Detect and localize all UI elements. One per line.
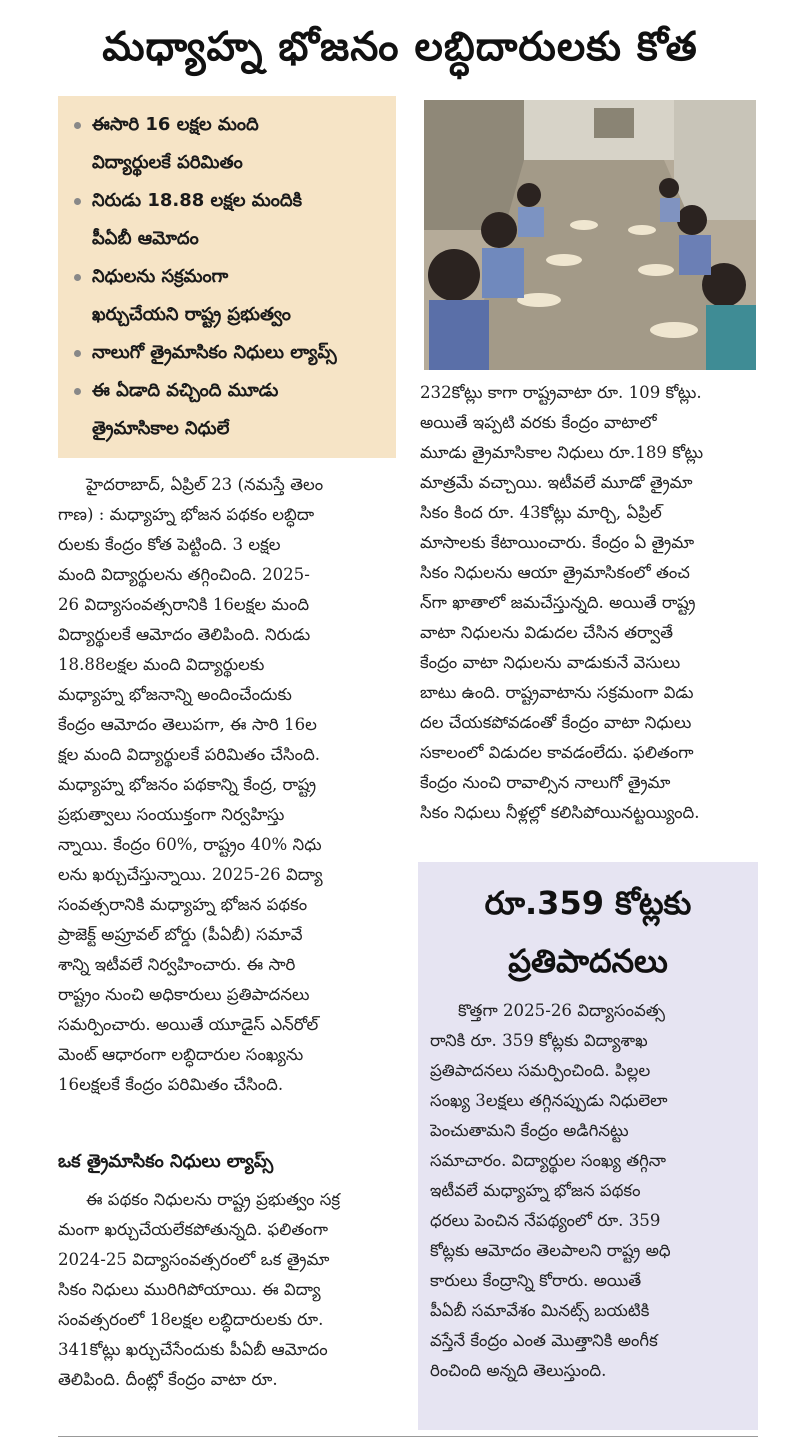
text-line: కోట్లకు ఆమోదం తెలపాలని రాష్ట్ర అధి: [430, 1241, 671, 1260]
highlight-line: నిరుడు 18.88 లక్షల మందికి: [92, 190, 303, 211]
subheading: ఒక త్రైమాసికం నిధులు ల్యాప్స్: [58, 1151, 274, 1172]
photo-student: [428, 249, 480, 301]
photo-plate: [650, 322, 698, 338]
text-line: 341కోట్లు ఖర్చుచేసేందుకు పీఏబీ ఆమోదం: [58, 1340, 328, 1359]
photo-student: [481, 212, 517, 248]
text-line: సంవత్సరానికి మధ్యాహ్న భోజన పథకం: [58, 895, 308, 914]
text-line: 2024-25 విద్యాసంవత్సరంలో ఒక త్రైమా: [58, 1250, 330, 1269]
text-line: సికం నిధులు మురిగిపోయాయి. ఈ విద్యా: [58, 1280, 321, 1299]
text-line: హైదరాబాద్, ఏప్రిల్ 23 (నమస్తే తెలం: [86, 475, 324, 494]
text-line: పీఏబీ సమావేశం మినట్స్ బయటికి: [430, 1301, 650, 1320]
highlight-item: [70, 334, 384, 372]
highlight-line: పీఏబీ ఆమోదం: [92, 228, 199, 249]
text-line: ఇటీవలే మధ్యాహ్న భోజన పథకం: [430, 1181, 641, 1200]
text-line: మధ్యాహ్న భోజనాన్ని అందించేందుకు: [58, 685, 292, 704]
highlight-item: [70, 182, 384, 258]
text-line: రాష్ట్రం నుంచి అధికారులు ప్రతిపాదనలు: [58, 985, 310, 1004]
text-line: మంది విద్యార్థులను తగ్గించింది. 2025-: [58, 565, 310, 584]
text-line: ప్రతిపాదనలు సమర్పించింది. పిల్లల: [430, 1061, 651, 1080]
text-line: ధరలు పెంచిన నేపథ్యంలో రూ. 359: [430, 1211, 661, 1230]
text-line: వాటా నిధులను విడుదల చేసిన తర్వాతే: [420, 623, 674, 642]
text-line: 18.88లక్షల మంది విద్యార్థులకు: [58, 655, 265, 674]
box-title-line: ప్రతిపాదనలు: [508, 942, 668, 980]
highlight-line: ఈ ఏడాది వచ్చింది మూడు: [92, 380, 279, 401]
headline: మధ్యాహ్న భోజనం లబ్ధిదారులకు కోత: [102, 24, 698, 70]
photo-plate: [546, 254, 582, 266]
text-line: కేంద్రం నుంచి రావాల్సిన నాలుగో త్రైమా: [420, 773, 671, 792]
article-body-right-1: [420, 378, 760, 828]
text-line: న్నాయి. కేంద్రం 60%, రాష్ట్రం 40% నిధు: [58, 835, 322, 854]
photo-student-uniform: [679, 235, 711, 275]
news-photo: [424, 100, 756, 370]
text-line: 232కోట్లు కాగా రాష్ట్రవాటా రూ. 109 కోట్లు.: [420, 383, 702, 402]
text-line: వస్తేనే కేంద్రం ఎంత మొత్తానికి అంగీక: [430, 1331, 658, 1350]
text-line: 16లక్షలకే కేంద్రం పరిమితం చేసింది.: [58, 1075, 284, 1094]
text-line: విద్యార్థులకే ఆమోదం తెలిపింది. నిరుడు: [58, 625, 311, 644]
text-line: కేంద్రం వాటా నిధులను వాడుకునే వెసులు: [420, 653, 681, 672]
students-eating-photo: [424, 100, 756, 370]
highlights-box: [58, 96, 396, 458]
text-line: గాణ) : మధ్యాహ్న భోజన పథకం లబ్ధిదా: [58, 505, 315, 524]
photo-student: [677, 205, 707, 235]
text-line: రులకు కేంద్రం కోత పెట్టింది. 3 లక్షల: [58, 535, 281, 554]
photo-student: [517, 183, 541, 207]
text-line: శాన్ని ఇటీవలే నిర్వహించారు. ఈ సారి: [58, 955, 296, 974]
text-line: కేంద్రం ఆమోదం తెలుపగా, ఈ సారి 16ల: [58, 715, 317, 734]
text-line: న్‌గా ఖాతాలో జమచేస్తున్నది. అయితే రాష్ట్ర: [420, 593, 696, 612]
text-line: 26 విద్యాసంవత్సరానికి 16లక్షల మంది: [58, 595, 310, 614]
text-line: రించింది అన్నది తెలుస్తుంది.: [430, 1361, 607, 1380]
bullet-icon: [74, 122, 81, 129]
text-line: సంవత్సరంలో 18లక్షల లబ్ధిదారులకు రూ.: [58, 1310, 324, 1329]
text-line: మెంట్ ఆధారంగా లబ్ధిదారుల సంఖ్యను: [58, 1045, 304, 1064]
text-line: సమాచారం. విద్యార్థుల సంఖ్య తగ్గినా: [430, 1151, 667, 1170]
highlight-item: [70, 372, 384, 448]
photo-right-wall: [674, 100, 756, 220]
bullet-icon: [74, 388, 81, 395]
text-line: సికం నిధులను ఆయా త్రైమాసికంలో తంచ: [420, 563, 690, 582]
text-line: లను ఖర్చుచేస్తున్నాయి. 2025-26 విద్యా: [58, 865, 323, 884]
text-line: ప్రభుత్వాలు సంయుక్తంగా నిర్వహిస్తు: [58, 805, 285, 824]
text-line: రానికి రూ. 359 కోట్లకు విద్యాశాఖ: [430, 1031, 648, 1050]
text-line: క్షల మంది విద్యార్థులకే పరిమితం చేసింది.: [58, 745, 321, 764]
photo-student-uniform: [660, 198, 680, 222]
highlights-list: [70, 106, 384, 448]
text-line: సంఖ్య 3లక్షలు తగ్గినప్పుడు నిధులెలా: [430, 1091, 668, 1110]
photo-left-wall: [424, 100, 524, 230]
highlight-line: నిధులను సక్రమంగా: [92, 266, 229, 287]
highlight-line: త్రైమాసికాల నిధులే: [92, 418, 230, 439]
text-line: ప్రాజెక్ట్ అప్రూవల్ బోర్డు (పీఏబీ) సమావే: [58, 925, 303, 944]
text-line: దల చేయకపోవడంతో కేంద్రం వాటా నిధులు: [420, 713, 692, 732]
sidebar-box-title: [418, 874, 758, 990]
text-line: మధ్యాహ్న భోజనం పథకాన్ని కేంద్ర, రాష్ట్ర: [58, 775, 317, 794]
text-line: మంగా ఖర్చుచేయలేకపోతున్నది. ఫలితంగా: [58, 1220, 328, 1239]
highlight-line: విద్యార్థులకే పరిమితం: [92, 152, 243, 173]
text-line: కొత్తగా 2025-26 విద్యాసంవత్స: [458, 1001, 666, 1020]
highlight-line: నాలుగో త్రైమాసికం నిధులు ల్యాప్స్: [92, 342, 337, 363]
photo-student-uniform: [706, 305, 756, 370]
photo-student: [659, 178, 679, 198]
photo-plate: [638, 264, 674, 276]
text-line: మాసాలకు కేటాయించారు. కేంద్రం ఏ త్రైమా: [420, 533, 695, 552]
highlight-line: ఖర్చుచేయని రాష్ట్ర ప్రభుత్వం: [92, 304, 291, 325]
photo-student-uniform: [518, 207, 544, 237]
photo-student-uniform: [482, 248, 524, 298]
text-line: మాత్రమే వచ్చాయి. ఇటీవలే మూడో త్రైమా: [420, 473, 693, 492]
bullet-icon: [74, 350, 81, 357]
article-body-left-1: [58, 470, 394, 1100]
photo-student-uniform: [429, 300, 489, 370]
text-line: మూడు త్రైమాసికాల నిధులు రూ.189 కోట్లు: [420, 443, 704, 462]
bottom-divider: [58, 1436, 758, 1437]
text-line: అయితే ఇప్పటి వరకు కేంద్రం వాటాలో: [420, 413, 657, 432]
photo-plate: [570, 220, 598, 230]
bullet-icon: [74, 198, 81, 205]
box-title-line: రూ.359 కోట్లకు: [484, 884, 692, 922]
text-line: సికం కింద రూ. 43కోట్లు మార్చి, ఏప్రిల్: [420, 503, 662, 522]
text-line: పెంచుతామని కేంద్రం అడిగినట్టు: [430, 1121, 629, 1140]
highlight-item: [70, 106, 384, 182]
text-line: తెలిపింది. దీంట్లో కేంద్రం వాటా రూ.: [58, 1370, 278, 1389]
highlight-line: ఈసారి 16 లక్షల మంది: [92, 114, 259, 135]
text-line: కారులు కేంద్రాన్ని కోరారు. అయితే: [430, 1271, 642, 1290]
text-line: సికం నిధులు నీళ్లల్లో కలిసిపోయినట్టయ్యింది.: [420, 803, 700, 822]
article-body-left-2: [58, 1185, 394, 1395]
text-line: బాటు ఉంది. రాష్ట్రవాటాను సక్రమంగా విడు: [420, 683, 694, 702]
photo-plate: [628, 225, 656, 235]
photo-window: [594, 108, 634, 138]
sidebar-box-body: [430, 996, 748, 1386]
text-line: సమర్పించారు. అయితే యూడైస్ ఎన్‌రోల్: [58, 1015, 319, 1034]
text-line: ఈ పథకం నిధులను రాష్ట్ర ప్రభుత్వం సక్ర: [86, 1190, 341, 1209]
text-line: సకాలంలో విడుదల కావడంలేదు. ఫలితంగా: [420, 743, 694, 762]
highlight-item: [70, 258, 384, 334]
bullet-icon: [74, 274, 81, 281]
